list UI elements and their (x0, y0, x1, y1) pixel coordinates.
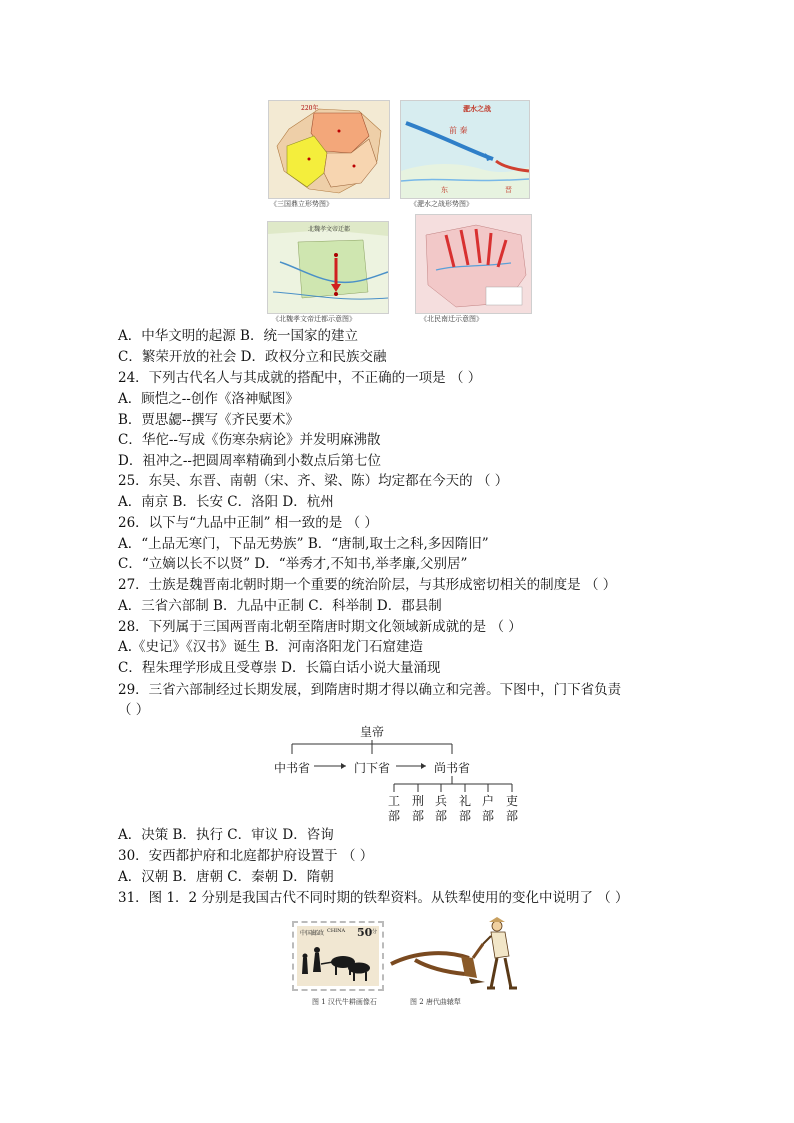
q30-options: A．汉朝 B．唐朝 C．秦朝 D．隋朝 (118, 869, 334, 885)
org-ministry-li-label: 礼部 (458, 794, 471, 823)
map-caption-migration: 《北民南迁示意图》 (420, 315, 483, 323)
stamp-value: 50 (357, 926, 373, 939)
illustration-caption-2: 图 2 唐代曲辕犁 (410, 998, 461, 1006)
map-xiaowen (267, 221, 389, 314)
q23-options-ab: A．中华文明的起源 B．统一国家的建立 (118, 328, 358, 344)
map-label-qin: 前 秦 (449, 126, 468, 135)
org-ministry-hu (481, 794, 495, 824)
org-ministry-li2 (505, 794, 519, 824)
map-caption-feishui: 《淝水之战形势图》 (410, 200, 473, 208)
q24-option-b: B．贾思勰--撰写《齐民要术》 (118, 412, 300, 428)
q29-paren: （ ） (118, 702, 150, 718)
org-ministry-gong (387, 794, 401, 824)
q26-stem: 26．以下与“九品中正制” 相一致的是 （ ） (118, 515, 378, 531)
stamp-country: 中国邮政 (300, 930, 325, 937)
q28-stem: 28．下列属于三国两晋南北朝至隋唐时期文化领域新成就的是 （ ） (118, 619, 522, 635)
curved-plough-graphic (385, 916, 545, 994)
map-caption-xiaowen: 《北魏孝文帝迁都示意图》 (272, 315, 356, 323)
q26-options-cd: C．“立嫡以长不以贤” D．“举秀才,不知书,举孝廉,父别居” (118, 556, 468, 572)
map-three-kingdoms (268, 100, 390, 199)
org-emperor: 皇帝 (360, 725, 385, 739)
map-xiaowen-graphic (268, 222, 388, 313)
map-caption-three-kingdoms: 《三国鼎立形势图》 (270, 200, 333, 208)
q27-options: A．三省六部制 B．九品中正制 C．科举制 D．郡县制 (118, 598, 442, 614)
org-ministry-bing (434, 794, 448, 824)
q24-option-a: A．顾恺之--创作《洛神赋图》 (118, 391, 299, 407)
q27-stem: 27．士族是魏晋南北朝时期一个重要的统治阶层，与其形成密切相关的制度是 （ ） (118, 577, 617, 593)
map-migration-graphic (416, 215, 531, 313)
map-year-label: 220年 (301, 105, 319, 112)
q23-options-cd: C．繁荣开放的社会 D．政权分立和民族交融 (118, 349, 387, 365)
map-feishui (400, 100, 530, 199)
q25-options: A．南京 B．长安 C．洛阳 D．杭州 (118, 494, 334, 510)
org-ministry-li2-label: 吏部 (505, 794, 518, 823)
org-ministry-bing-label: 兵部 (434, 794, 447, 823)
q28-options-cd: C．程朱理学形成且受尊崇 D．长篇白话小说大量涌现 (118, 660, 441, 676)
q31-stem: 31．图 1．2 分别是我国古代不同时期的铁犁资料。从铁犁使用的变化中说明了 （ ） (118, 890, 629, 906)
illustration-caption-1: 图 1 汉代牛耕画像石 (312, 998, 377, 1006)
q26-options-ab: A．“上品无寒门，下品无势族” B．“唐制,取士之科,多因隋旧” (118, 536, 489, 552)
stamp-inner (297, 926, 379, 986)
org-ministry-gong-label: 工部 (387, 794, 400, 823)
q29-stem: 29．三省六部制经过长期发展，到隋唐时期才得以确立和完善。下图中，门下省负责 (118, 682, 622, 698)
q24-option-c: C．华佗--写成《伤寒杂病论》并发明麻沸散 (118, 432, 381, 448)
q24-option-d: D．祖冲之--把圆周率精确到小数点后第七位 (118, 453, 381, 469)
org-ministry-xing-label: 刑部 (411, 794, 424, 823)
map-label-jin: 晋 (505, 186, 512, 194)
map-xiaowen-title: 北魏孝文帝迁都 (308, 226, 351, 233)
stamp-ox-plough-graphic (297, 942, 379, 986)
stamp-latin: CHINA (327, 928, 346, 934)
org-ministry-xing (411, 794, 425, 824)
map-feishui-title: 淝水之战 (463, 104, 491, 113)
stamp-image (292, 921, 384, 991)
org-ministry-hu-label: 户部 (481, 794, 494, 823)
org-menxia: 门下省 (354, 761, 391, 775)
map-three-kingdoms-graphic (269, 101, 389, 198)
q30-stem: 30．安西都护府和北庭都护府设置于 （ ） (118, 848, 374, 864)
q24-stem: 24．下列古代名人与其成就的搭配中，不正确的一项是 （ ） (118, 370, 482, 386)
org-zhongshu: 中书省 (274, 761, 311, 775)
map-label-dong: 东 (441, 186, 448, 194)
q29-options: A．决策 B．执行 C．审议 D．咨询 (118, 827, 334, 843)
map-feishui-graphic (401, 101, 529, 198)
org-ministry-li (458, 794, 472, 824)
q28-options-ab: A.《史记》《汉书》诞生 B．河南洛阳龙门石窟建造 (118, 639, 424, 655)
q25-stem: 25．东吴、东晋、南朝（宋、齐、梁、陈）均定都在今天的 （ ） (118, 473, 509, 489)
map-migration (415, 214, 532, 314)
org-shangshu: 尚书省 (434, 761, 471, 775)
stamp-unit: 分 (372, 929, 378, 935)
